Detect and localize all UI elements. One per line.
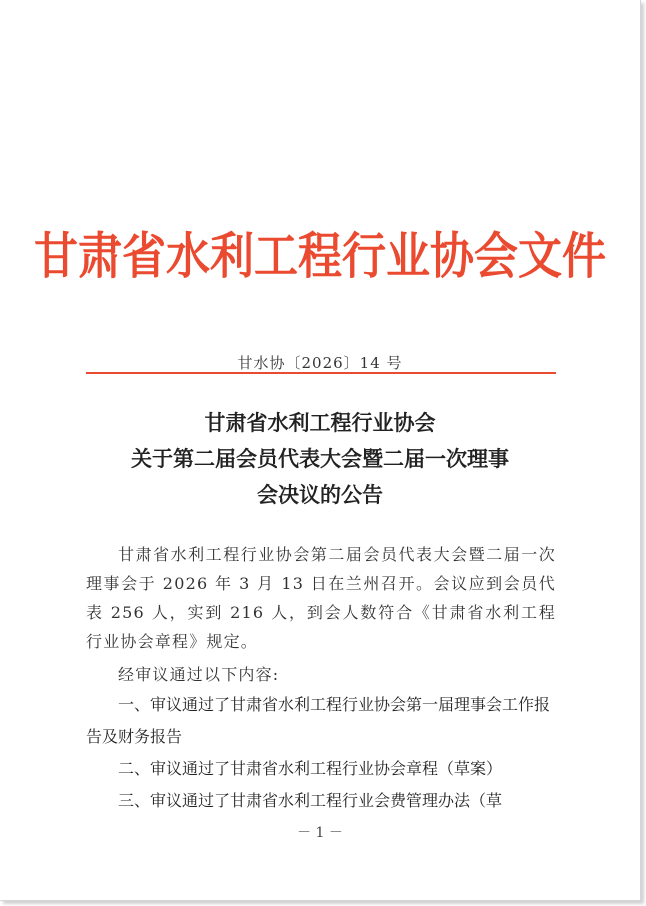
red-divider-line: [86, 372, 556, 374]
document-number: 甘水协〔2026〕14 号: [237, 354, 403, 372]
resolution-item-3: 三、审议通过了甘肃省水利工程行业会费管理办法（草: [118, 791, 503, 810]
intro-paragraph: 甘肃省水利工程行业协会第二届会员代表大会暨二届一次理事会于 2026 年 3 月 13 日在兰州召开。会议应到会员代表 256 人，实到 216 人，到会人数符合《甘肃省水利工程行业协会章程》规定。: [86, 545, 556, 651]
issuing-authority-header: 甘肃省水利工程行业协会文件: [34, 228, 606, 286]
resolution-item-1: 一、审议通过了甘肃省水利工程行业协会第一届理事会工作报告及财务报告: [86, 695, 551, 746]
page-number: － 1 －: [297, 825, 343, 841]
review-intro: 经审议通过以下内容:: [118, 665, 280, 684]
document-title: [0, 405, 640, 513]
resolution-item-2: 二、审议通过了甘肃省水利工程行业协会章程（草案）: [118, 759, 503, 778]
document-body: [86, 540, 556, 817]
document-title-line-2: 关于第二届会员代表大会暨二届一次理事: [131, 447, 509, 471]
document-title-line-1: 甘肃省水利工程行业协会: [204, 411, 436, 435]
document-title-line-3: 会决议的公告: [257, 483, 383, 507]
